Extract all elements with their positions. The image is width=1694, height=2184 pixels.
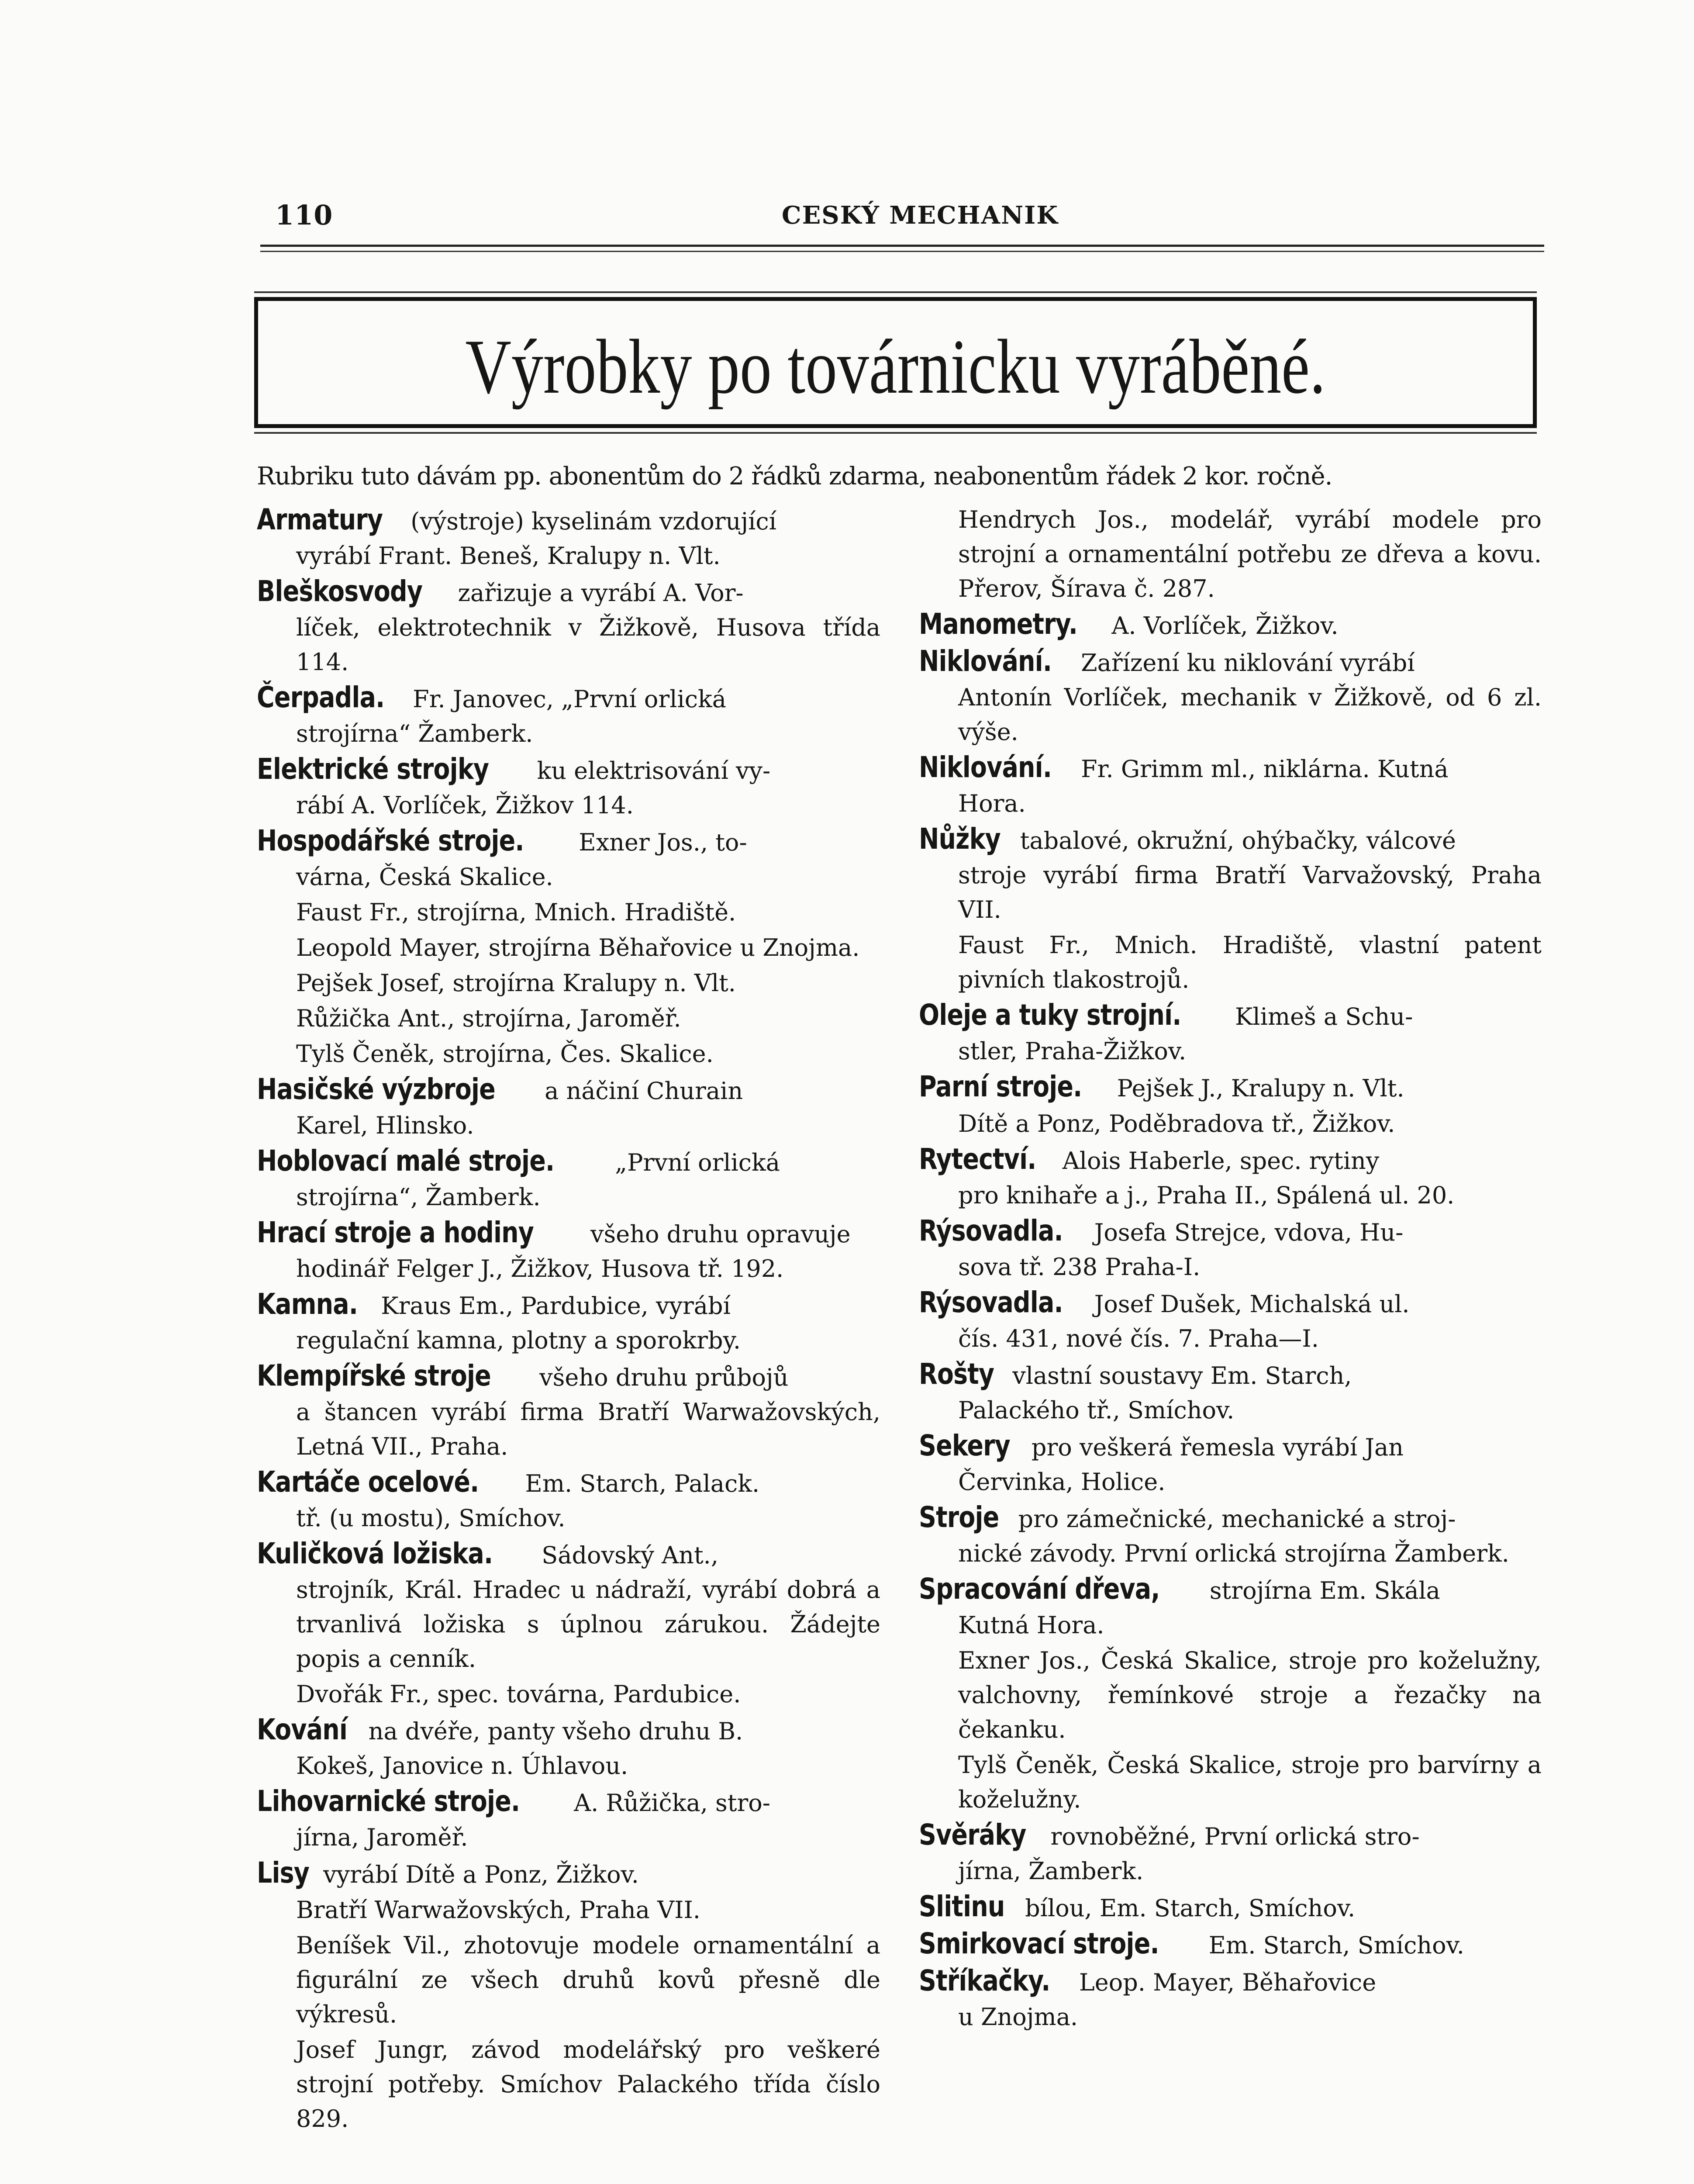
entry-continuation: strojírna“, Žamberk.: [296, 1183, 541, 1211]
entry-text: Em. Starch, Palack.: [518, 1470, 760, 1497]
entry-text: Fr. Janovec, „První orlická: [405, 685, 726, 713]
right-column: [919, 502, 1542, 2035]
entry-keyword: Hrací stroje a hodiny: [257, 1216, 534, 1249]
directory-entry: [919, 1142, 1542, 1213]
directory-entry: [919, 1572, 1542, 1642]
directory-entry: [257, 1856, 880, 1892]
entry-continuation: rábí A. Vorlíček, Žižkov 114.: [296, 791, 634, 819]
directory-entry: [919, 607, 1542, 643]
entry-keyword: Svěráky: [919, 1818, 1026, 1852]
entry-continuation: Hora.: [958, 790, 1026, 817]
entry-text: zařizuje a vyrábí A. Vor-: [450, 579, 744, 607]
directory-entry: [257, 1358, 880, 1464]
directory-entry: [919, 1748, 1542, 1817]
entry-text: bílou, Em. Starch, Smíchov.: [1017, 1894, 1356, 1922]
entry-keyword: Smirkovací stroje.: [919, 1927, 1159, 1960]
entry-continuation: vyrábí Frant. Beneš, Kralupy n. Vlt.: [296, 542, 721, 570]
directory-entry: [257, 1215, 880, 1286]
entry-keyword: Sekery: [919, 1429, 1010, 1462]
intro-note: Rubriku tuto dávám pp. abonentům do 2 řádků zdarma, neabonentům řádek 2 kor. ročně.: [257, 462, 1332, 491]
directory-entry: [919, 1926, 1542, 1963]
entry-continuation: Palackého tř., Smíchov.: [958, 1396, 1235, 1424]
entry-text: všeho druhu průbojů: [531, 1364, 789, 1391]
entry-keyword: Parní stroje.: [919, 1070, 1082, 1103]
entry-text: pro zámečnické, mechanické a stroj-: [1011, 1505, 1456, 1533]
directory-entry: [919, 502, 1542, 606]
entry-continuation: tř. (u mostu), Smíchov.: [296, 1504, 566, 1532]
entry-continuation: Kokeš, Janovice n. Úhlavou.: [296, 1752, 628, 1780]
entry-text: všeho druhu opravuje: [583, 1220, 851, 1248]
directory-entry: [257, 1784, 880, 1855]
entry-continuation: Karel, Hlinsko.: [296, 1112, 474, 1139]
entry-continuation: jírna, Žamberk.: [958, 1857, 1144, 1885]
entry-continuation: regulační kamna, plotny a sporokrby.: [296, 1327, 741, 1354]
entry-text: Josef Dušek, Michalská ul.: [1087, 1290, 1410, 1318]
directory-entry: [257, 1144, 880, 1214]
directory-entry: [919, 1643, 1542, 1747]
entry-text: Exner Jos., Česká Skalice, stroje pro koželužny, valchovny, řemínkové stroje a řezačky na čekanku.: [958, 1647, 1542, 1743]
directory-entry: [257, 1465, 880, 1535]
entry-text: Leopold Mayer, strojírna Běhařovice u Znojma.: [296, 934, 860, 961]
entry-keyword: Hoblovací malé stroje.: [257, 1144, 555, 1178]
entry-continuation: čís. 431, nové čís. 7. Praha—I.: [958, 1325, 1319, 1352]
entry-text: a náčiní Churain: [537, 1077, 743, 1105]
entry-text: Em. Starch, Smíchov.: [1201, 1932, 1464, 1959]
entry-keyword: Nůžky: [919, 822, 1001, 856]
entry-continuation: u Znojma.: [958, 2003, 1078, 2031]
directory-entry: [257, 1287, 880, 1358]
directory-entry: [919, 928, 1542, 997]
entry-continuation: sova tř. 238 Praha-I.: [958, 1253, 1201, 1281]
directory-entry: [919, 1818, 1542, 1888]
directory-entry: [257, 1712, 880, 1783]
entry-keyword: Lisy: [257, 1856, 310, 1890]
entry-keyword: Bleškosvody: [257, 574, 423, 608]
directory-entry: [919, 1069, 1542, 1106]
directory-entry: [257, 2032, 880, 2136]
entry-continuation: hodinář Felger J., Žižkov, Husova tř. 192.: [296, 1255, 784, 1282]
directory-entry: [919, 1963, 1542, 2034]
header-rule-thin: [260, 251, 1544, 252]
header-rule: [260, 245, 1544, 247]
directory-entry: [919, 1428, 1542, 1499]
entry-keyword: Rošty: [919, 1357, 994, 1391]
title-box-rule-top: [254, 291, 1537, 293]
running-title: CESKÝ MECHANIK: [782, 201, 1059, 230]
directory-entry: [257, 823, 880, 894]
page-number: 110: [275, 199, 333, 231]
entry-keyword: Lihovarnické stroje.: [257, 1784, 520, 1818]
entry-keyword: Armatury: [257, 503, 383, 536]
entry-text: ku elektrisování vy-: [529, 757, 771, 784]
entry-text: Dvořák Fr., spec. továrna, Pardubice.: [296, 1680, 741, 1708]
entry-text: Josef Jungr, závod modelářský pro veškeré strojní potřeby. Smíchov Palackého třída číslo 829.: [296, 2036, 880, 2132]
directory-entry: [919, 1213, 1542, 1284]
entry-text: Alois Haberle, spec. rytiny: [1055, 1147, 1380, 1175]
directory-entry: [257, 1536, 880, 1676]
entry-text: Bratří Warwažovských, Praha VII.: [296, 1896, 700, 1924]
entry-keyword: Rytectví.: [919, 1142, 1036, 1176]
entry-keyword: Kování: [257, 1713, 348, 1746]
entry-text: na dvéře, panty všeho druhu B.: [361, 1717, 743, 1745]
entry-text: (výstroje) kyselinám vzdorující: [403, 508, 776, 535]
directory-entry: [919, 1106, 1542, 1141]
entry-keyword: Klempířské stroje: [257, 1359, 491, 1393]
entry-keyword: Kuličková ložiska.: [257, 1537, 493, 1570]
entry-text: strojírna Em. Skála: [1202, 1577, 1440, 1604]
entry-keyword: Rýsovadla.: [919, 1214, 1063, 1248]
entry-text: Kraus Em., Pardubice, vyrábí: [373, 1292, 731, 1320]
entry-text: Exner Jos., to-: [571, 829, 747, 856]
directory-entry: [919, 998, 1542, 1068]
directory-entry: [257, 1928, 880, 2032]
entry-text: pro veškerá řemesla vyrábí Jan: [1024, 1434, 1404, 1461]
entry-keyword: Stříkačky.: [919, 1964, 1050, 1997]
entry-keyword: Niklování.: [919, 644, 1052, 678]
entry-text: Dítě a Ponz, Poděbradova tř., Žižkov.: [958, 1110, 1395, 1137]
entry-continuation: Antonín Vorlíček, mechanik v Žižkově, od 6 zl. výše.: [958, 684, 1542, 746]
entry-text: Pejšek J., Kralupy n. Vlt.: [1109, 1075, 1404, 1102]
left-column: [257, 502, 880, 2137]
directory-entry: [257, 930, 880, 965]
directory-entry: [919, 1500, 1542, 1571]
entry-text: A. Růžička, stro-: [566, 1789, 771, 1817]
directory-entry: [257, 1037, 880, 1071]
directory-entry: [257, 502, 880, 573]
entry-continuation: Červinka, Holice.: [958, 1468, 1166, 1496]
directory-entry: [919, 822, 1542, 927]
entry-keyword: Manometry.: [919, 607, 1078, 641]
entry-continuation: várna, Česká Skalice.: [296, 863, 553, 891]
entry-text: Josefa Strejce, vdova, Hu-: [1087, 1219, 1404, 1246]
entry-continuation: stler, Praha-Žižkov.: [958, 1037, 1187, 1065]
entry-keyword: Čerpadla.: [257, 681, 385, 714]
directory-entry: [257, 1001, 880, 1036]
directory-entry: [257, 966, 880, 1000]
entry-text: Fr. Grimm ml., niklárna. Kutná: [1073, 755, 1449, 783]
entry-keyword: Elektrické strojky: [257, 752, 489, 786]
directory-entry: [257, 680, 880, 751]
entry-continuation: pro knihaře a j., Praha II., Spálená ul. 20.: [958, 1182, 1455, 1209]
entry-continuation: nické závody. První orlická strojírna Žamberk.: [958, 1540, 1509, 1567]
entry-text: Leop. Mayer, Běhařovice: [1071, 1969, 1377, 1996]
entry-text: „První orlická: [607, 1149, 780, 1176]
entry-keyword: Slitinu: [919, 1890, 1005, 1923]
entry-text: Zařízení ku niklování vyrábí: [1073, 649, 1415, 677]
entry-text: Pejšek Josef, strojírna Kralupy n. Vlt.: [296, 969, 736, 997]
entry-keyword: Oleje a tuky strojní.: [919, 998, 1181, 1032]
entry-continuation: Kutná Hora.: [958, 1611, 1104, 1639]
entry-keyword: Hospodářské stroje.: [257, 824, 524, 857]
entry-continuation: a štancen vyrábí firma Bratří Warwažovských, Letná VII., Praha.: [296, 1398, 880, 1460]
directory-entry: [919, 1357, 1542, 1427]
directory-entry: [257, 1677, 880, 1711]
entry-continuation: strojírna“ Žamberk.: [296, 720, 533, 747]
directory-entry: [257, 1072, 880, 1143]
directory-entry: [919, 750, 1542, 821]
entry-continuation: stroje vyrábí firma Bratří Varvažovský, Praha VII.: [958, 861, 1542, 923]
directory-entry: [919, 1889, 1542, 1925]
entry-text: Růžička Ant., strojírna, Jaroměř.: [296, 1005, 681, 1032]
entry-keyword: Stroje: [919, 1500, 999, 1534]
title-box: [254, 297, 1537, 428]
entry-keyword: Niklování.: [919, 750, 1052, 784]
entry-text: Hendrych Jos., modelář, vyrábí modele pro strojní a ornamentální potřebu ze dřeva a kovu. Přerov, Šírava č. 287.: [958, 506, 1542, 602]
directory-entry: [919, 1285, 1542, 1356]
entry-text: Faust Fr., strojírna, Mnich. Hradiště.: [296, 898, 736, 926]
entry-text: Sádovský Ant.,: [534, 1541, 718, 1569]
entry-text: vlastní soustavy Em. Starch,: [1005, 1362, 1352, 1389]
entry-text: Tylš Čeněk, Česká Skalice, stroje pro barvírny a koželužny.: [958, 1751, 1542, 1813]
entry-keyword: Kamna.: [257, 1287, 358, 1321]
entry-text: A. Vorlíček, Žižkov.: [1104, 612, 1339, 639]
entry-text: rovnoběžné, První orlická stro-: [1043, 1823, 1420, 1850]
directory-entry: [257, 752, 880, 822]
page-title: Výrobky po továrnicku vyráběné.: [465, 323, 1326, 410]
entry-keyword: Rýsovadla.: [919, 1286, 1063, 1319]
entry-text: vyrábí Dítě a Ponz, Žižkov.: [316, 1861, 639, 1888]
entry-text: Tylš Čeněk, strojírna, Čes. Skalice.: [296, 1040, 714, 1068]
entry-keyword: Spracování dřeva,: [919, 1572, 1160, 1606]
entry-continuation: strojník, Král. Hradec u nádraží, vyrábí dobrá a trvanlivá ložiska s úplnou zárukou. Žádejte popis a cenník.: [296, 1576, 880, 1673]
entry-text: Faust Fr., Mnich. Hradiště, vlastní patent pivních tlakostrojů.: [958, 931, 1542, 993]
directory-entry: [257, 895, 880, 930]
entry-text: tabalové, okružní, ohýbačky, válcové: [1012, 827, 1456, 854]
entry-keyword: Kartáče ocelové.: [257, 1465, 479, 1499]
entry-text: Beníšek Vil., zhotovuje modele ornamentální a figurální ze všech druhů kovů přesně dle výkresů.: [296, 1932, 880, 2028]
entry-continuation: líček, elektrotechnik v Žižkově, Husova třída 114.: [296, 614, 880, 676]
directory-entry: [257, 574, 880, 679]
entry-text: Klimeš a Schu-: [1227, 1003, 1413, 1030]
entry-keyword: Hasičské výzbroje: [257, 1072, 495, 1106]
directory-entry: [919, 644, 1542, 749]
entry-continuation: jírna, Jaroměř.: [296, 1824, 468, 1851]
title-box-rule-bottom: [254, 432, 1537, 434]
directory-entry: [257, 1893, 880, 1927]
